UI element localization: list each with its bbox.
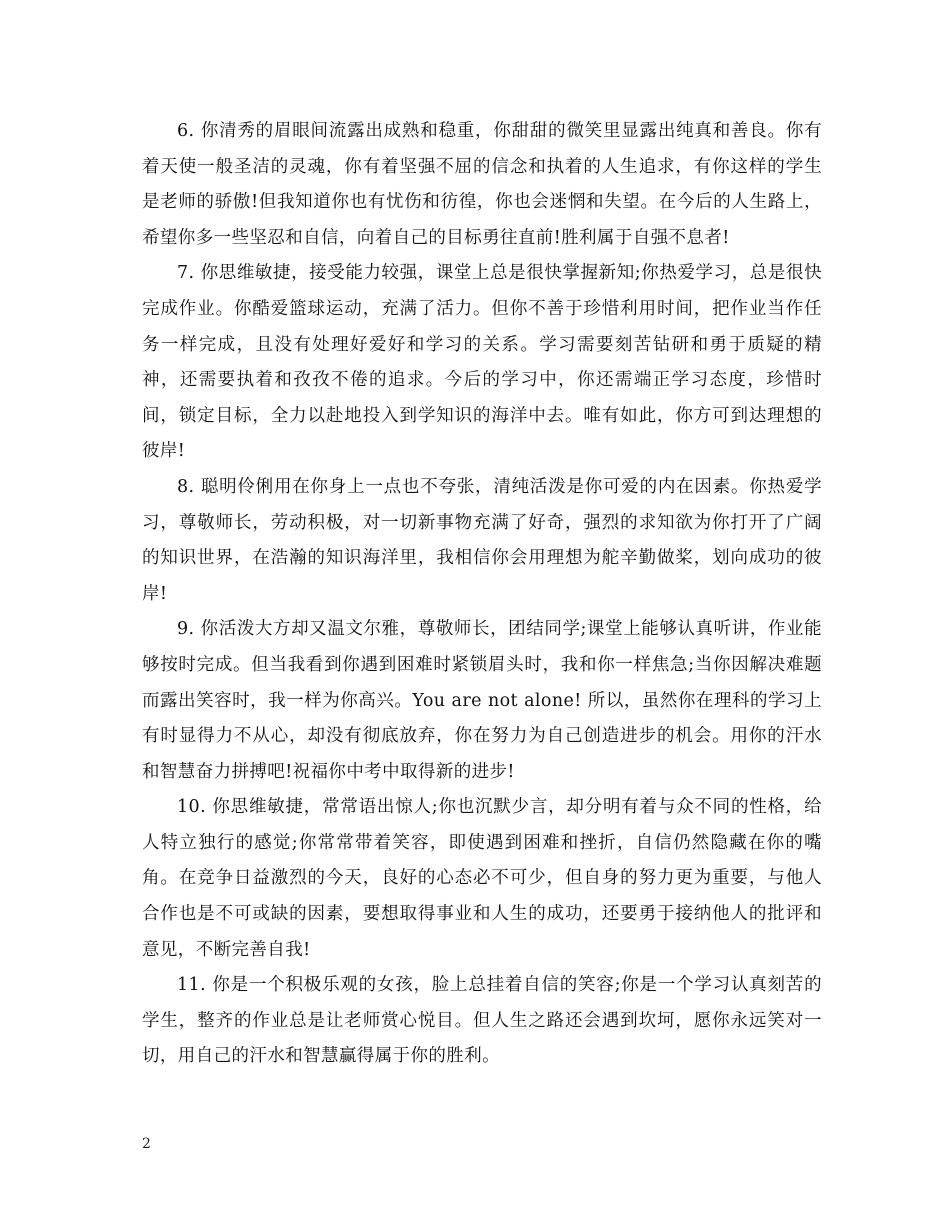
page-number: 2: [142, 1136, 151, 1152]
paragraph-6: 6. 你清秀的眉眼间流露出成熟和稳重，你甜甜的微笑里显露出纯真和善良。你有着天使一般圣洁的灵魂，你有着坚强不屈的信念和执着的人生追求，有你这样的学生是老师的骄傲!但我知道你也有忧伤和彷徨，你也会迷惘和失望。在今后的人生路上，希望你多一些坚忍和自信，向着自己的目标勇往直前!胜利属于自强不息者!: [142, 121, 822, 248]
document-body: [142, 114, 822, 1075]
paragraph-11: 11. 你是一个积极乐观的女孩，脸上总挂着自信的笑容;你是一个学习认真刻苦的学生，整齐的作业总是让老师赏心悦目。但人生之路还会遇到坎坷，愿你永远笑对一切，用自己的汗水和智慧赢得属于你的胜利。: [142, 975, 822, 1067]
paragraph-10: 10. 你思维敏捷，常常语出惊人;你也沉默少言，却分明有着与众不同的性格，给人特立独行的感觉;你常常带着笑容，即使遇到困难和挫折，自信仍然隐藏在你的嘴角。在竞争日益激烈的今天，良好的心态必不可少，但自身的努力更为重要，与他人合作也是不可或缺的因素，要想取得事业和人生的成功，还要勇于接纳他人的批评和意见，不断完善自我!: [142, 797, 822, 960]
paragraph-8: 8. 聪明伶俐用在你身上一点也不夸张，清纯活泼是你可爱的内在因素。你热爱学习，尊敬师长，劳动积极，对一切新事物充满了好奇，强烈的求知欲为你打开了广阔的知识世界，在浩瀚的知识海洋里，我相信你会用理想为舵辛勤做桨，划向成功的彼岸!: [142, 476, 822, 604]
paragraph-7: 7. 你思维敏捷，接受能力较强，课堂上总是很快掌握新知;你热爱学习，总是很快完成作业。你酷爱篮球运动，充满了活力。但你不善于珍惜利用时间，把作业当作任务一样完成，且没有处理好爱好和学习的关系。学习需要刻苦钻研和勇于质疑的精神，还需要执着和孜孜不倦的追求。今后的学习中，你还需端正学习态度，珍惜时间，锁定目标，全力以赴地投入到学知识的海洋中去。唯有如此，你方可到达理想的彼岸!: [142, 263, 822, 462]
paragraph-9: 9. 你活泼大方却又温文尔雅，尊敬师长，团结同学;课堂上能够认真听讲，作业能够按时完成。但当我看到你遇到困难时紧锁眉头时，我和你一样焦急;当你因解决难题而露出笑容时，我一样为你高兴。You are not alone! 所以，虽然你在理科的学习上有时显得力不从心，却没有彻底放弃，你在努力为自己创造进步的机会。用你的汗水和智慧奋力拼搏吧!祝福你中考中取得新的进步!: [142, 619, 822, 782]
